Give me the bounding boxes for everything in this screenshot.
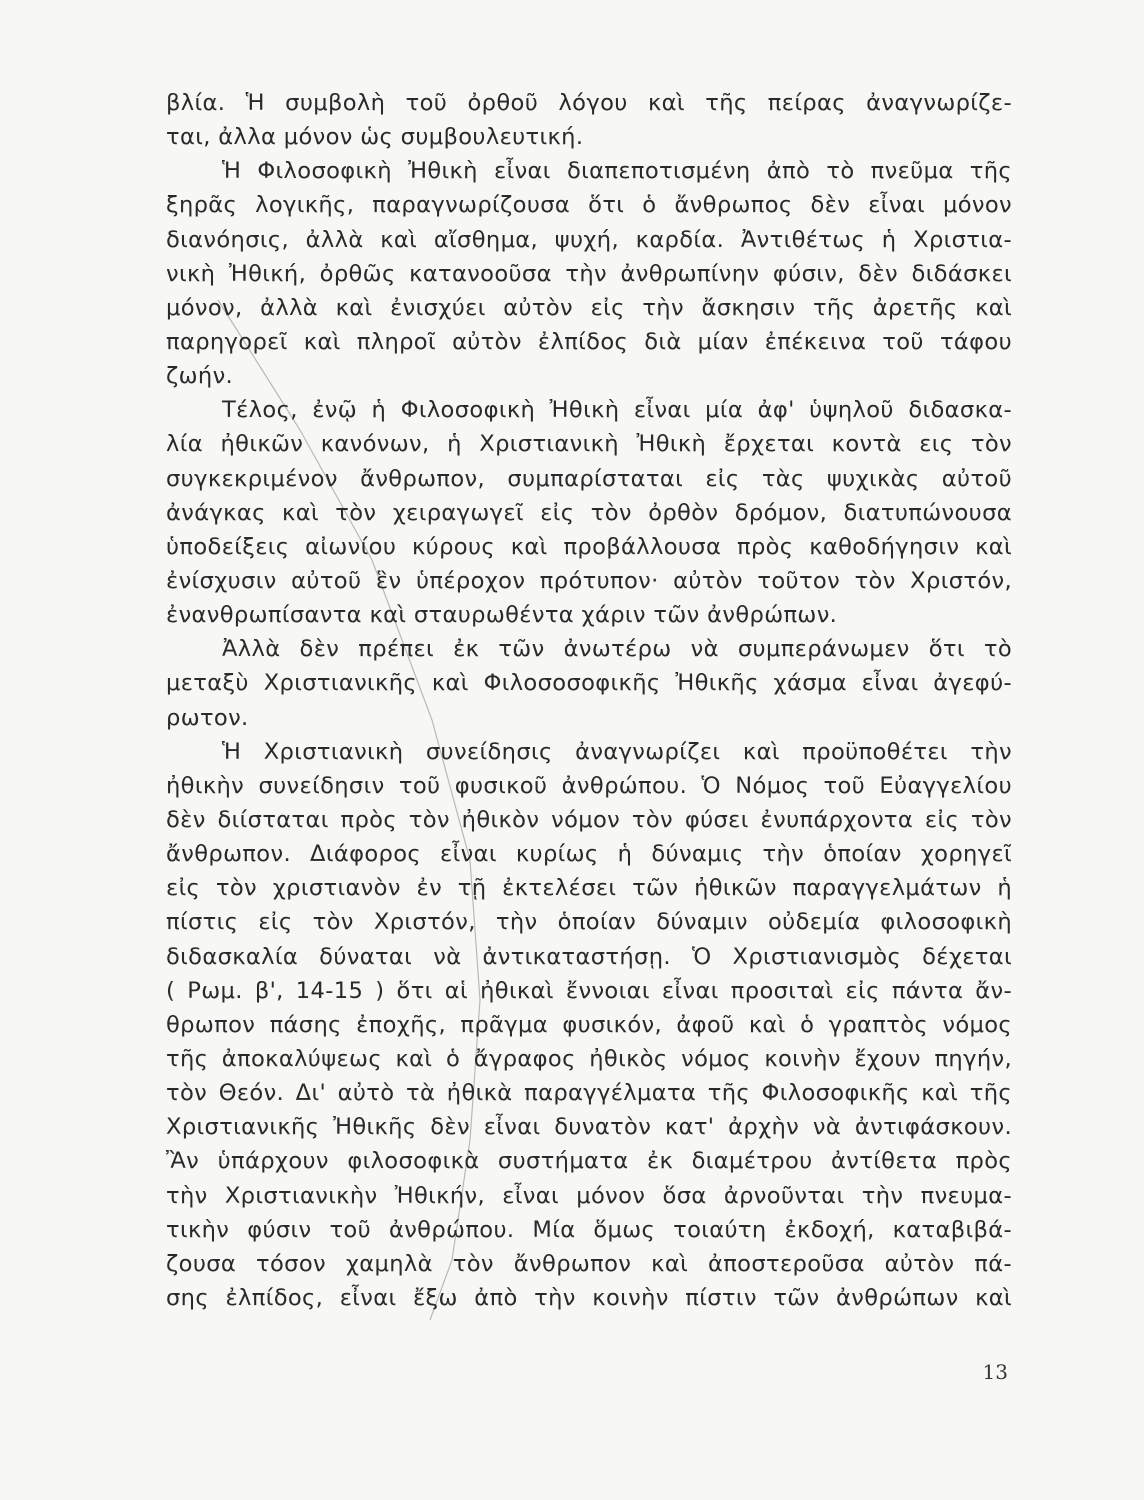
text-line: ἐνανθρωπίσαντα καὶ σταυρωθέντα χάριν τῶν ἀνθρώπων. xyxy=(166,602,838,629)
text-line: νικὴ Ἠθική, ὀρθῶς κατανοοῦσα τὴν ἀνθρωπίνην φύσιν, δὲν διδάσκει xyxy=(166,260,1012,287)
text-line: ἀνάγκας καὶ τὸν χειραγωγεῖ εἰς τὸν ὀρθὸν δρόμον, διατυπώνουσα xyxy=(166,499,1012,526)
text-line: ἠθικὴν συνείδησιν τοῦ φυσικοῦ ἀνθρώπου. Ὁ Νόμος τοῦ Εὐαγγελίου xyxy=(166,772,1012,799)
text-line: εἰς τὸν χριστιανὸν ἐν τῇ ἐκτελέσει τῶν ἠθικῶν παραγγελμάτων ἡ xyxy=(166,875,1012,902)
text-line: Ἀλλὰ δὲν πρέπει ἐκ τῶν ἀνωτέρω νὰ συμπεράνωμεν ὅτι τὸ xyxy=(222,636,1012,663)
text-line: ξηρᾶς λογικῆς, παραγνωρίζουσα ὅτι ὁ ἄνθρωπος δὲν εἶναι μόνον xyxy=(166,192,1012,219)
text-line: ( Ρωμ. β', 14-15 ) ὅτι αἱ ἠθικαὶ ἔννοιαι εἶναι προσιταὶ εἰς πάντα ἄν- xyxy=(166,977,1012,1004)
text-line: λία ἠθικῶν κανόνων, ἡ Χριστιανικὴ Ἠθικὴ ἔρχεται κοντὰ εις τὸν xyxy=(166,431,1012,458)
text-line: ζουσα τόσον χαμηλὰ τὸν ἄνθρωπον καὶ ἀποστεροῦσα αὐτὸν πά- xyxy=(166,1250,1012,1277)
page-number: 13 xyxy=(982,1360,1008,1384)
text-line: διανόησις, ἀλλὰ καὶ αἴσθημα, ψυχή, καρδία. Ἀντιθέτως ἡ Χριστια- xyxy=(166,226,1012,253)
text-line: τὸν Θεόν. Δι' αὐτὸ τὰ ἠθικὰ παραγγέλματα τῆς Φιλοσοφικῆς καὶ τῆς xyxy=(166,1080,1012,1107)
text-line: Τέλος, ἐνῷ ἡ Φιλοσοφικὴ Ἠθικὴ εἶναι μία ἀφ' ὑψηλοῦ διδασκα- xyxy=(222,397,1012,424)
text-line: ὑποδείξεις αἰωνίου κύρους καὶ προβάλλουσα πρὸς καθοδήγησιν καὶ xyxy=(166,533,1012,560)
text-line: μόνον, ἀλλὰ καὶ ἐνισχύει αὐτὸν εἰς τὴν ἄσκησιν τῆς ἀρετῆς καὶ xyxy=(166,294,1012,321)
text-line: δὲν διίσταται πρὸς τὸν ἠθικὸν νόμον τὸν φύσει ἐνυπάρχοντα εἰς τὸν xyxy=(166,806,1012,833)
text-line: συγκεκριμένον ἄνθρωπον, συμπαρίσταται εἰς τὰς ψυχικὰς αὐτοῦ xyxy=(166,465,1012,492)
text-line: θρωπον πάσης ἐποχῆς, πρᾶγμα φυσικόν, ἀφοῦ καὶ ὁ γραπτὸς νόμος xyxy=(166,1011,1012,1038)
text-line: παρηγορεῖ καὶ πληροῖ αὐτὸν ἐλπίδος διὰ μίαν ἐπέκεινα τοῦ τάφου xyxy=(166,328,1012,355)
text-line: ἐνίσχυσιν αὐτοῦ ἓν ὑπέροχον πρότυπον· αὐτὸν τοῦτον τὸν Χριστόν, xyxy=(166,567,1012,594)
text-line: Ἡ Χριστιανικὴ συνείδησις ἀναγνωρίζει καὶ προϋποθέτει τὴν xyxy=(222,738,1012,765)
text-line: σης ἐλπίδος, εἶναι ἔξω ἀπὸ τὴν κοινὴν πίστιν τῶν ἀνθρώπων καὶ xyxy=(166,1284,1012,1311)
text-line: μεταξὺ Χριστιανικῆς καὶ Φιλοσοσοφικῆς Ἠθικῆς χάσμα εἶναι ἀγεφύ- xyxy=(166,670,1012,697)
text-line: Ἂν ὑπάρχουν φιλοσοφικὰ συστήματα ἐκ διαμέτρου ἀντίθετα πρὸς xyxy=(166,1148,1012,1175)
text-line: βλία. Ἡ συμβολὴ τοῦ ὀρθοῦ λόγου καὶ τῆς πείρας ἀναγνωρίζε- xyxy=(166,90,1012,116)
text-line: διδασκαλία δύναται νὰ ἀντικαταστήσῃ. Ὁ Χριστιανισμὸς δέχεται xyxy=(166,943,1012,970)
body-text xyxy=(166,86,1012,1315)
text-line: τικὴν φύσιν τοῦ ἀνθρώπου. Μία ὅμως τοιαύτη ἐκδοχή, καταβιβά- xyxy=(166,1216,1012,1243)
text-line: Χριστιανικῆς Ἠθικῆς δὲν εἶναι δυνατὸν κατ' ἀρχὴν νὰ ἀντιφάσκουν. xyxy=(166,1114,1012,1141)
text-line: ται, ἀλλα μόνον ὡς συμβουλευτική. xyxy=(166,124,584,151)
text-line: ρωτον. xyxy=(166,704,249,731)
text-line: ζωήν. xyxy=(166,363,234,390)
text-line: πίστις εἰς τὸν Χριστόν, τὴν ὁποίαν δύναμιν οὐδεμία φιλοσοφικὴ xyxy=(166,909,1012,936)
text-line: τῆς ἀποκαλύψεως καὶ ὁ ἄγραφος ἠθικὸς νόμος κοινὴν ἔχουν πηγήν, xyxy=(166,1045,1012,1072)
text-line: τὴν Χριστιανικὴν Ἠθικήν, εἶναι μόνον ὅσα ἀρνοῦνται τὴν πνευμα- xyxy=(166,1182,1012,1209)
text-line: ἄνθρωπον. Διάφορος εἶναι κυρίως ἡ δύναμις τὴν ὁποίαν χορηγεῖ xyxy=(166,841,1012,868)
text-line: Ἡ Φιλοσοφικὴ Ἠθικὴ εἶναι διαπεποτισμένη ἀπὸ τὸ πνεῦμα τῆς xyxy=(222,158,1012,185)
